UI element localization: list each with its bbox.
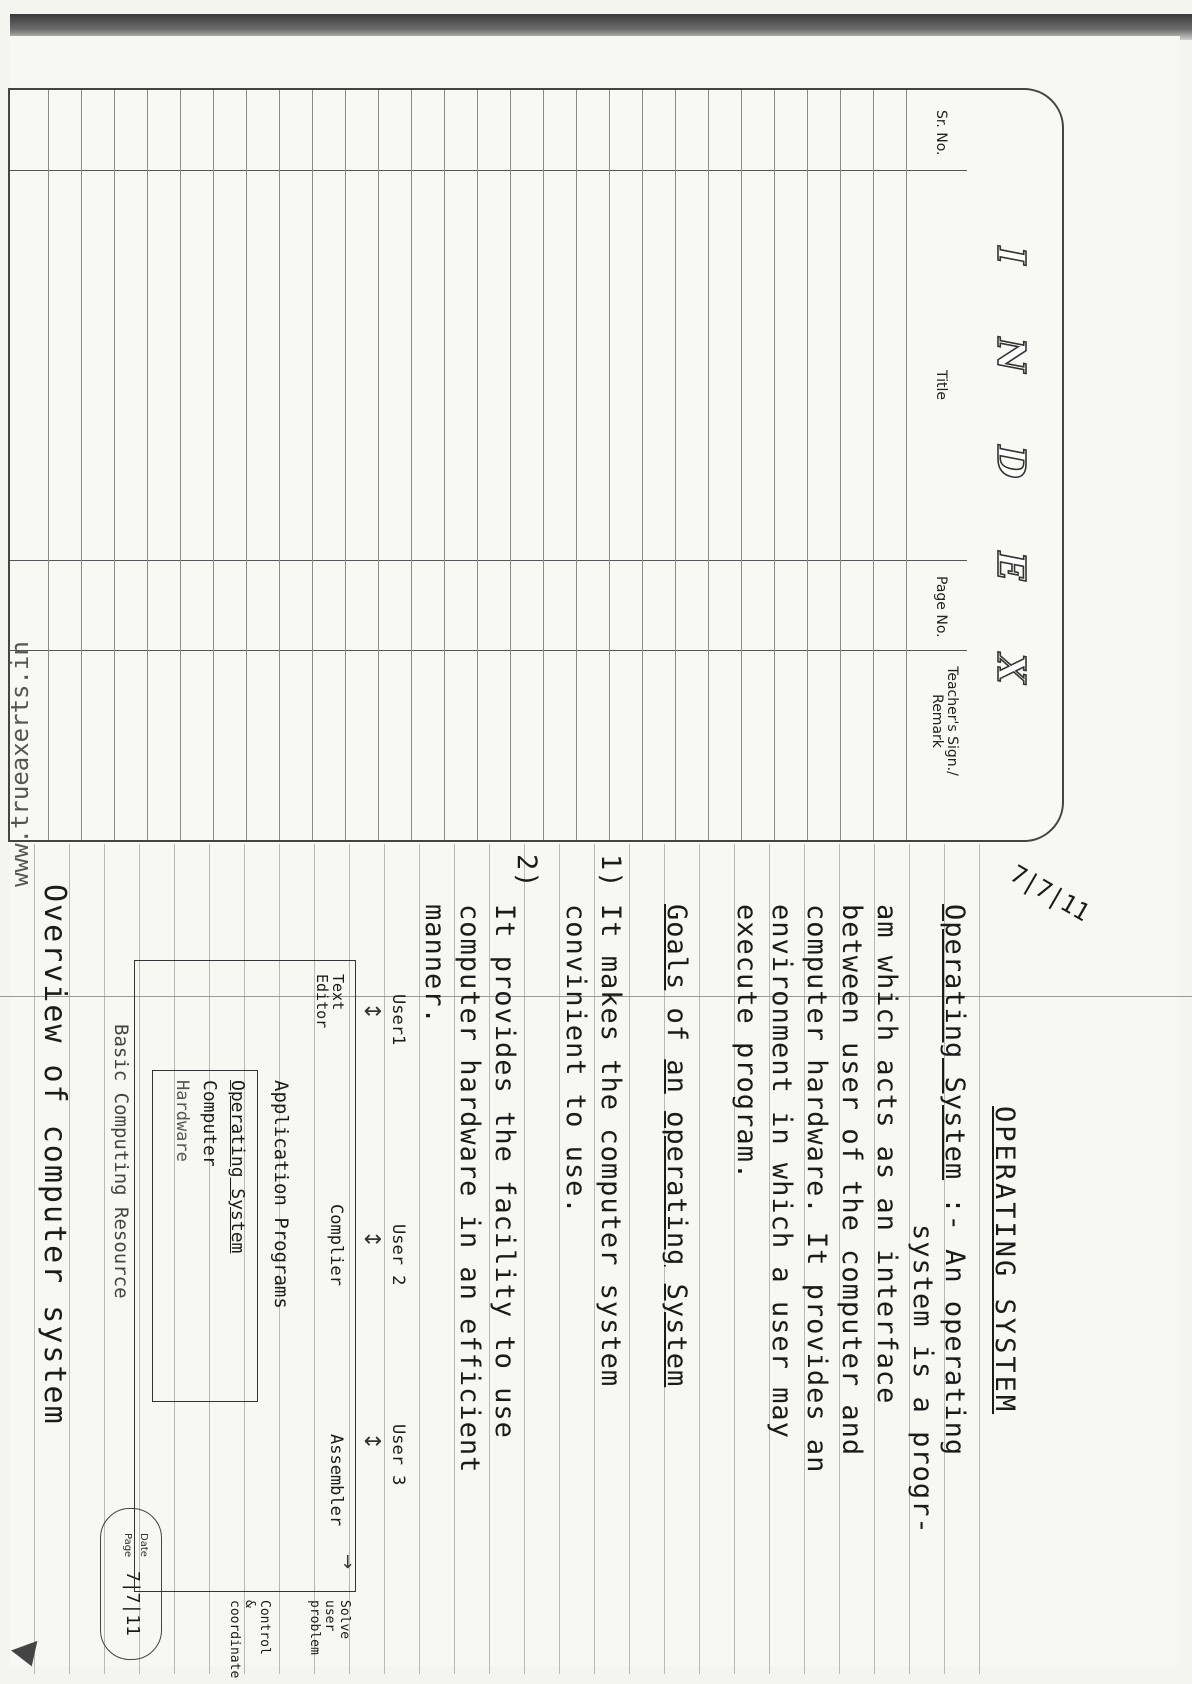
index-letter: N	[989, 337, 1034, 373]
goals-heading: Goals of an operating System	[661, 904, 692, 1388]
date-value: 7|7|11	[122, 1571, 143, 1637]
definition-line: Operating System :- An operating	[939, 904, 970, 1457]
notes-page	[0, 844, 1192, 1679]
index-letter: I	[989, 246, 1034, 265]
diagram-caption: Overview of computer system	[37, 884, 72, 1426]
index-row-line	[114, 90, 115, 840]
index-row-line	[411, 90, 412, 840]
index-row-line	[81, 90, 82, 840]
index-row-line	[741, 90, 742, 840]
goal-number: 1)	[595, 854, 626, 889]
index-row-line	[246, 90, 247, 840]
goal-line: manner.	[419, 904, 450, 1025]
ruled-line	[699, 844, 700, 1674]
index-row-line	[147, 90, 148, 840]
resource-label: Basic Computing Resource	[110, 1024, 132, 1299]
ruled-line	[384, 844, 385, 1674]
watermark: www.trueaxerts.in	[6, 641, 34, 887]
index-row-line	[279, 90, 280, 840]
index-table	[8, 88, 1064, 842]
ruled-line	[524, 844, 525, 1674]
index-row-line	[642, 90, 643, 840]
program-label: Text Editor	[313, 974, 347, 1029]
goal-line: convinient to use.	[560, 904, 591, 1215]
definition-line: between user of the computer and	[836, 904, 867, 1457]
user-label: User1	[388, 994, 408, 1046]
index-row-line	[444, 90, 445, 840]
application-label: Application Programs	[270, 1080, 292, 1309]
index-row-line	[312, 90, 313, 840]
goal-line: It makes the computer system	[595, 904, 626, 1388]
index-row-line	[345, 90, 346, 840]
goal-line: It provides the facility to use	[489, 904, 520, 1439]
program-label: Assembler	[326, 1434, 346, 1527]
header-sr-no: Sr. No.	[933, 110, 949, 156]
index-row-line	[840, 90, 841, 840]
margin-date: 7|7|11	[1005, 859, 1095, 928]
index-row-line	[774, 90, 775, 840]
index-row-line	[48, 90, 49, 840]
index-title	[989, 90, 1034, 840]
page-heading: OPERATING SYSTEM	[989, 1106, 1020, 1415]
index-row-line	[675, 90, 676, 840]
ruled-line	[979, 844, 980, 1674]
column-divider	[10, 650, 967, 651]
header-remark: Teacher's Sign./ Remark	[929, 666, 960, 776]
goal-line: computer hardware in an efficient	[454, 904, 485, 1474]
definition-line: system is a progr-	[907, 1224, 938, 1535]
index-row-line	[510, 90, 511, 840]
index-row-line	[180, 90, 181, 840]
index-row-line	[477, 90, 478, 840]
page-label: Page	[122, 1533, 133, 1558]
index-row-line	[807, 90, 808, 840]
user-label: User 3	[388, 1424, 408, 1486]
side-note: Solve user problem	[307, 1600, 352, 1655]
column-divider	[10, 560, 967, 561]
definition-term: Operating System	[939, 904, 970, 1181]
computer-label: Computer	[199, 1080, 220, 1167]
up-down-arrow-icon: ↕	[359, 1230, 384, 1249]
definition-line: execute program.	[731, 904, 762, 1181]
index-header-row	[906, 90, 967, 840]
program-label: Complier	[326, 1204, 346, 1286]
goal-number: 2)	[511, 854, 542, 889]
os-label: Operating System	[227, 1080, 248, 1254]
column-divider	[10, 170, 967, 171]
index-letter: D	[989, 445, 1034, 479]
index-letter: E	[989, 551, 1034, 581]
up-down-arrow-icon: ↕	[359, 1432, 384, 1451]
index-row-line	[213, 90, 214, 840]
index-letter: X	[989, 653, 1034, 684]
arrow-right-icon: →	[337, 1554, 358, 1570]
definition-line: am which acts as an interface	[871, 904, 902, 1405]
index-row-line	[378, 90, 379, 840]
index-row-line	[543, 90, 544, 840]
index-row-line	[708, 90, 709, 840]
header-title: Title	[933, 370, 949, 401]
user-label: User 2	[388, 1224, 408, 1286]
definition-line: environment in which a user may	[766, 904, 797, 1439]
index-row-line	[609, 90, 610, 840]
header-page-no: Page No.	[933, 576, 949, 638]
index-row-line	[576, 90, 577, 840]
hardware-label: Hardware	[172, 1080, 192, 1162]
date-label: Date	[138, 1533, 149, 1557]
side-note: Control & coordinate	[227, 1600, 272, 1679]
index-row-line	[873, 90, 874, 840]
definition-line: computer hardware. It provides an	[801, 904, 832, 1474]
ruled-line	[629, 844, 630, 1674]
index-row-line	[906, 90, 907, 840]
ruled-line	[34, 844, 35, 1674]
up-down-arrow-icon: ↕	[359, 1002, 384, 1021]
